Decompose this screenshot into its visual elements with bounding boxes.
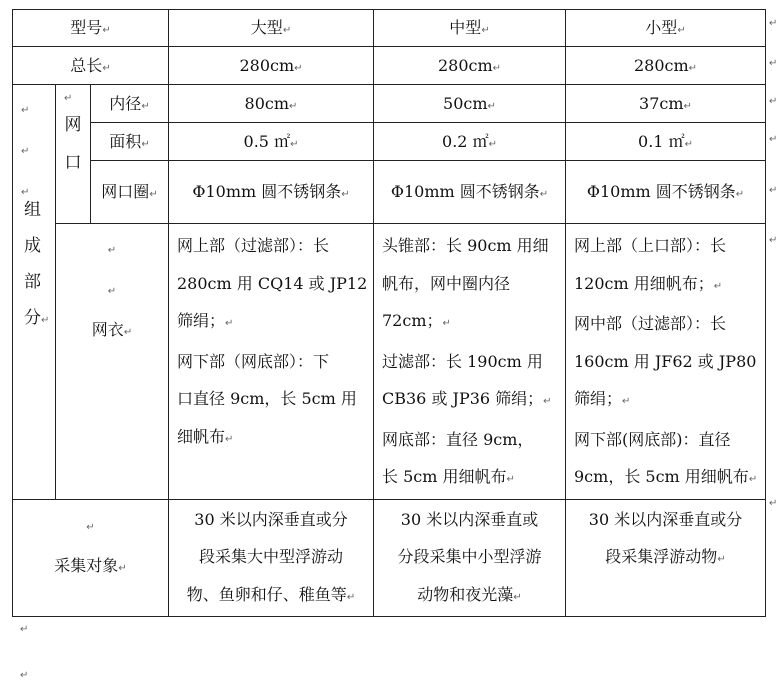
composition-label-char: 分: [24, 308, 41, 328]
header-large-cell: 大型↵: [169, 10, 374, 47]
header-model-cell: 型号↵: [13, 10, 169, 47]
row-end-mark: ↵: [769, 18, 777, 29]
row-end-mark: ↵: [769, 134, 777, 145]
area-large-cell: 0.5 ㎡↵: [169, 123, 374, 161]
area-label-cell: 面积↵: [91, 123, 169, 161]
inner-diameter-small-cell: 37cm↵: [566, 85, 766, 123]
row-end-mark: ↵: [769, 498, 777, 509]
net-body-medium-cell: 头锥部：长 90cm 用细 帆布，网中圈内径 72cm；↵ 过滤部：长 190cm 用 CB36 或 JP36 筛绢；↵ 网底部：直径 9cm， 长 5cm 用细帆布↵: [374, 224, 566, 500]
ring-label-cell: 网口圈↵: [91, 161, 169, 224]
ring-row: [13, 161, 766, 224]
composition-label-char: 组: [24, 200, 41, 220]
target-medium-cell: 30 米以内深垂直或 分段采集中小型浮游 动物和夜光藻↵: [374, 499, 566, 617]
net-body-label-cell: ↵ ↵ 网衣↵: [56, 224, 169, 500]
inner-diameter-row: [13, 85, 766, 123]
length-medium-cell: 280cm↵: [374, 47, 566, 85]
row-end-mark: ↵: [769, 96, 777, 107]
net-body-row: [13, 224, 766, 500]
inner-diameter-label-cell: 内径↵: [91, 85, 169, 123]
area-medium-cell: 0.2 ㎡↵: [374, 123, 566, 161]
header-row: [13, 10, 766, 47]
length-large-cell: 280cm↵: [169, 47, 374, 85]
header-small-cell: 小型↵: [566, 10, 766, 47]
area-small-cell: 0.1 ㎡↵: [566, 123, 766, 161]
empty-paragraph-mark: ↵: [20, 624, 29, 635]
target-large-cell: 30 米以内深垂直或分 段采集大中型浮游动 物、鱼卵和仔、稚鱼等↵: [169, 499, 374, 617]
length-label-cell: 总长↵: [13, 47, 169, 85]
ring-medium-cell: Φ10mm 圆不锈钢条↵: [374, 161, 566, 224]
spec-table: [12, 9, 766, 617]
inner-diameter-large-cell: 80cm↵: [169, 85, 374, 123]
row-end-mark: ↵: [769, 58, 777, 69]
mouth-label-char: 口: [64, 153, 82, 173]
net-body-small-cell: 网上部（上口部）：长 120cm 用细帆布；↵ 网中部（过滤部）：长 160cm 用 JF62 或 JP80 筛绢；↵ 网下部(网底部)：直径 9cm，长 5cm 用细帆布↵: [566, 224, 766, 500]
mouth-label-char: 网: [64, 115, 82, 135]
net-body-large-cell: 网上部（过滤部）：长 280cm 用 CQ14 或 JP12 筛绢；↵ 网下部（网底部）：下 口直径 9cm，长 5cm 用 细帆布↵: [169, 224, 374, 500]
ring-large-cell: Φ10mm 圆不锈钢条↵: [169, 161, 374, 224]
mouth-label-cell: ↵ 网 口: [56, 85, 91, 224]
composition-label-cell: ↵ ↵ ↵ 组 成 部 分↵: [13, 85, 56, 500]
inner-diameter-medium-cell: 50cm↵: [374, 85, 566, 123]
length-row: [13, 47, 766, 85]
composition-label-char: 部: [24, 272, 41, 292]
target-small-cell: 30 米以内深垂直或分 段采集浮游动物↵: [566, 499, 766, 617]
row-end-mark: ↵: [769, 235, 777, 246]
target-row: [13, 499, 766, 617]
row-end-mark: ↵: [769, 185, 777, 196]
area-row: [13, 123, 766, 161]
target-label-cell: ↵ 采集对象↵: [13, 499, 169, 617]
length-small-cell: 280cm↵: [566, 47, 766, 85]
composition-label-char: 成: [24, 236, 41, 256]
empty-paragraph-mark: ↵: [20, 670, 29, 681]
header-medium-cell: 中型↵: [374, 10, 566, 47]
ring-small-cell: Φ10mm 圆不锈钢条↵: [566, 161, 766, 224]
